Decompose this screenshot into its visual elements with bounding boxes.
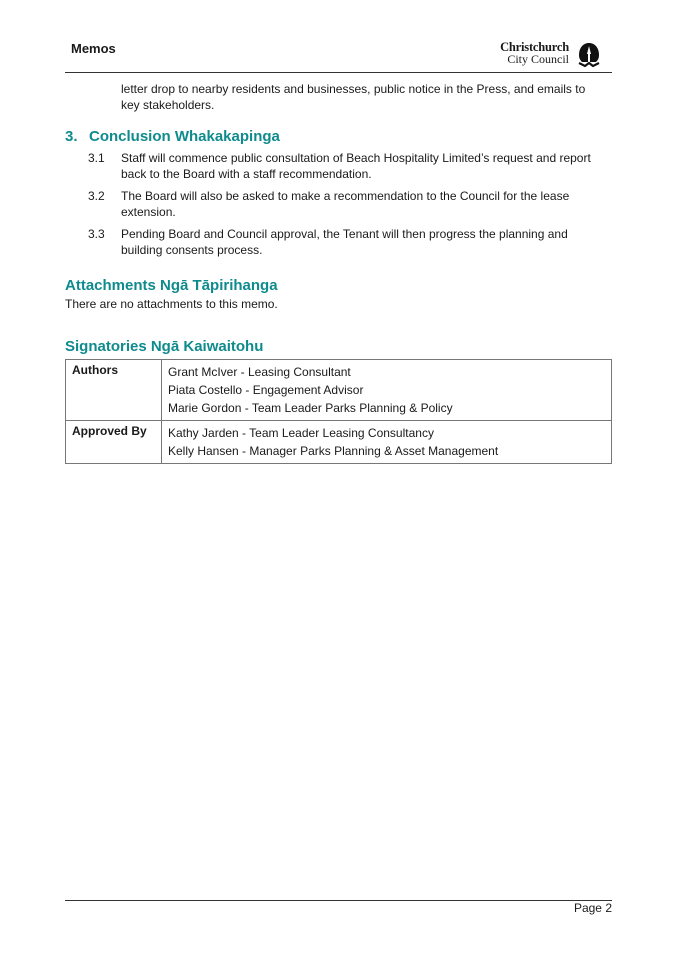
table-row	[66, 421, 612, 464]
item-number: 3.2	[88, 189, 105, 203]
names-cell	[162, 421, 612, 464]
attachments-text: There are no attachments to this memo.	[65, 297, 278, 311]
item-text: Pending Board and Council approval, the Tenant will then progress the planning and building consents process.	[121, 227, 568, 257]
table-row	[66, 360, 612, 421]
logo-line1: Christchurch	[500, 40, 569, 54]
item-number: 3.1	[88, 151, 105, 165]
section-3-title: Conclusion Whakakapinga	[89, 128, 280, 145]
item-number: 3.3	[88, 227, 105, 241]
logo-line2: City Council	[507, 52, 569, 66]
header-title: Memos	[71, 41, 116, 56]
item-text: The Board will also be asked to make a recommendation to the Council for the lease extension.	[121, 189, 570, 219]
item-text: Staff will commence public consultation of Beach Hospitality Limited’s request and report back to the Board with a staff recommendation.	[121, 151, 591, 181]
section-3-number: 3.	[65, 128, 78, 145]
signatory-name: Kathy Jarden - Team Leader Leasing Consultancy	[168, 426, 434, 440]
signatory-name: Marie Gordon - Team Leader Parks Planning & Policy	[168, 401, 453, 415]
attachments-heading: Attachments Ngā Tāpirihanga	[65, 277, 278, 294]
cathedral-logo-icon	[576, 42, 602, 68]
continuation-paragraph: letter drop to nearby residents and businesses, public notice in the Press, and emails to key stakeholders.	[121, 82, 586, 112]
signatories-table	[65, 359, 612, 464]
role-cell: Approved By	[66, 421, 162, 464]
signatory-name: Piata Costello - Engagement Advisor	[168, 383, 364, 397]
council-logo	[492, 41, 602, 69]
section-3-heading	[65, 128, 280, 145]
page-number: Page 2	[573, 901, 612, 915]
signatories-heading: Signatories Ngā Kaiwaitohu	[65, 338, 264, 355]
role-cell: Authors	[66, 360, 162, 421]
footer-rule	[65, 900, 612, 901]
header-rule	[65, 72, 612, 73]
signatory-name: Grant McIver - Leasing Consultant	[168, 365, 351, 379]
signatory-name: Kelly Hansen - Manager Parks Planning & Asset Management	[168, 444, 499, 458]
logo-text	[500, 41, 569, 65]
names-cell	[162, 360, 612, 421]
